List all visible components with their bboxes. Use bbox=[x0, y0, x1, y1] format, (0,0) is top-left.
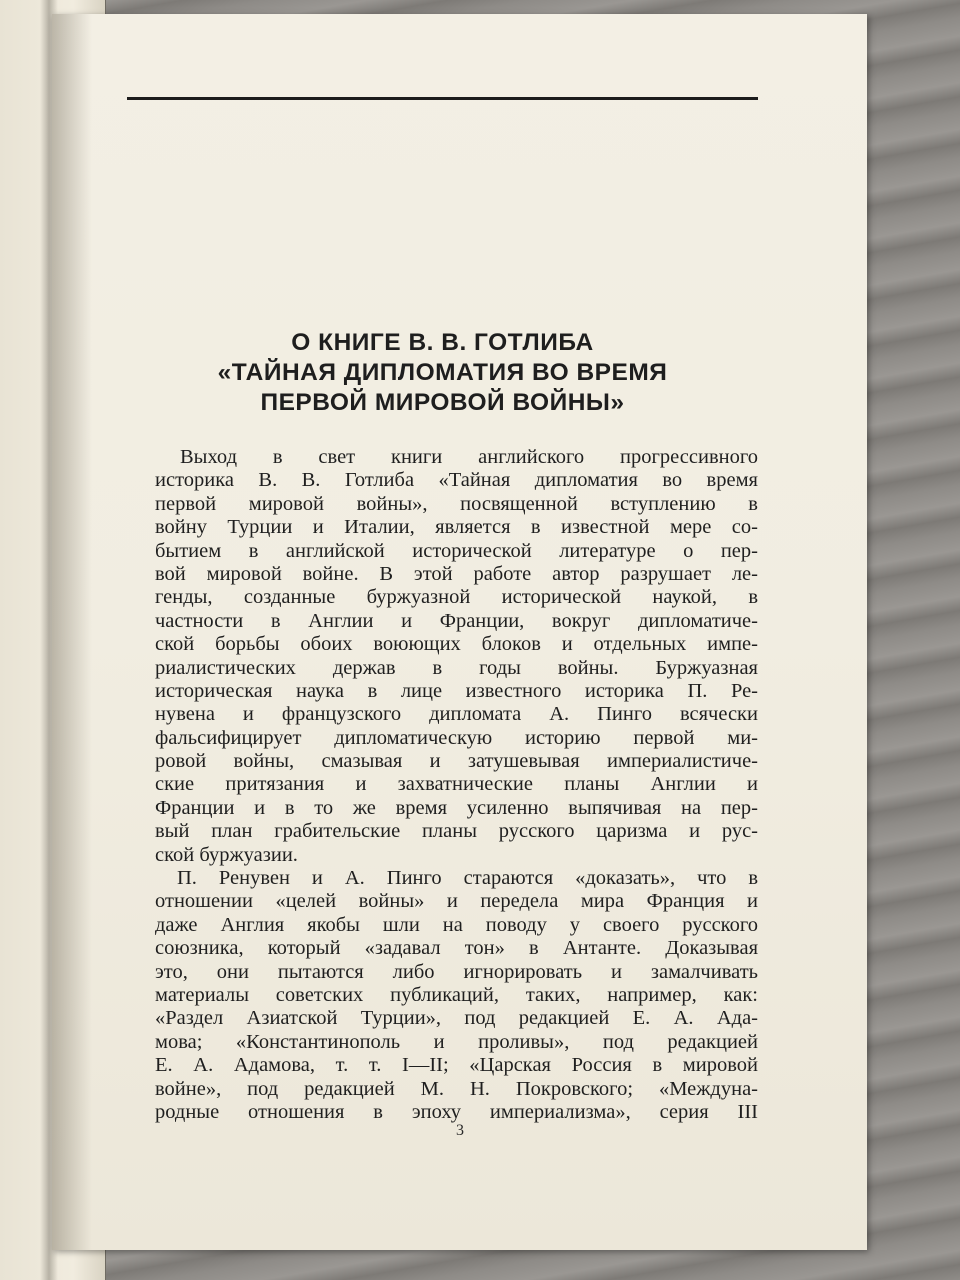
text-line: союзника, который «задавал тон» в Антанте. Доказывая bbox=[155, 937, 758, 960]
text-line: Выход в свет книги английского прогрессивного bbox=[180, 446, 758, 468]
title-line-1: О КНИГЕ В. В. ГОТЛИБА bbox=[291, 329, 594, 356]
text-line: вой мировой войне. В этой работе автор разрушает ле- bbox=[155, 562, 758, 585]
text-line: историка В. В. Готлиба «Тайная дипломатия во время bbox=[155, 469, 758, 492]
title-line-2: «ТАЙНАЯ ДИПЛОМАТИЯ ВО ВРЕМЯ bbox=[217, 359, 668, 386]
text-line: это, они пытаются либо игнорировать и замалчивать bbox=[155, 960, 758, 983]
text-line: войну Турции и Италии, является в известной мере со- bbox=[155, 516, 758, 539]
text-line: Е. А. Адамова, т. т. I—II; «Царская Россия в мировой bbox=[155, 1054, 758, 1077]
text-line: бытием в английской исторической литературе о пер- bbox=[155, 539, 758, 562]
page-number: 3 bbox=[456, 1122, 464, 1139]
text-line: вый план грабительские планы русского царизма и рус- bbox=[155, 820, 758, 843]
header-rule bbox=[127, 97, 758, 100]
text-line: «Раздел Азиатской Турции», под редакцией Е. А. Ада- bbox=[155, 1007, 758, 1030]
title-line-3: ПЕРВОЙ МИРОВОЙ ВОЙНЫ» bbox=[260, 389, 625, 416]
text-line: родные отношения в эпоху империализма», серия III bbox=[155, 1100, 758, 1123]
text-line: материалы советских публикаций, таких, например, как: bbox=[155, 983, 758, 1006]
text-line: генды, созданные буржуазной исторической наукой, в bbox=[155, 586, 758, 609]
text-line: первой мировой войны», посвященной вступлению в bbox=[155, 492, 758, 515]
text-line: нувена и французского дипломата А. Пинго всячески bbox=[155, 703, 758, 726]
text-line: даже Англия якобы шли на поводу у своего русского bbox=[155, 913, 758, 936]
text-line: ровой войны, смазывая и затушевывая империалистиче- bbox=[155, 750, 758, 773]
text-line: фальсифицирует дипломатическую историю первой ми- bbox=[155, 726, 758, 749]
text-line: ской буржуазии. bbox=[155, 843, 298, 866]
text-line: историческая наука в лице известного историка П. Ре- bbox=[155, 679, 758, 702]
text-line: мова; «Константинополь и проливы», под редакцией bbox=[155, 1030, 758, 1053]
text-line: частности в Англии и Франции, вокруг дипломатиче- bbox=[155, 609, 758, 632]
chapter-title bbox=[127, 328, 758, 418]
text-line: П. Ренувен и А. Пинго стараются «доказать», что в bbox=[177, 867, 758, 890]
text-line: ской борьбы обоих воюющих блоков и отдельных импе- bbox=[155, 633, 758, 656]
body-text bbox=[155, 446, 758, 1124]
text-line: войне», под редакцией М. Н. Покровского; «Междуна- bbox=[155, 1077, 758, 1100]
text-line: Франции и в то же время усиленно выпячивая на пер- bbox=[155, 796, 758, 819]
text-line: ские притязания и захватнические планы Англии и bbox=[155, 773, 758, 796]
page-gutter-shadow bbox=[52, 14, 92, 1250]
text-line: риалистических держав в годы войны. Буржуазная bbox=[155, 656, 758, 679]
text-line: отношении «целей войны» и передела мира Франция и bbox=[155, 890, 758, 913]
